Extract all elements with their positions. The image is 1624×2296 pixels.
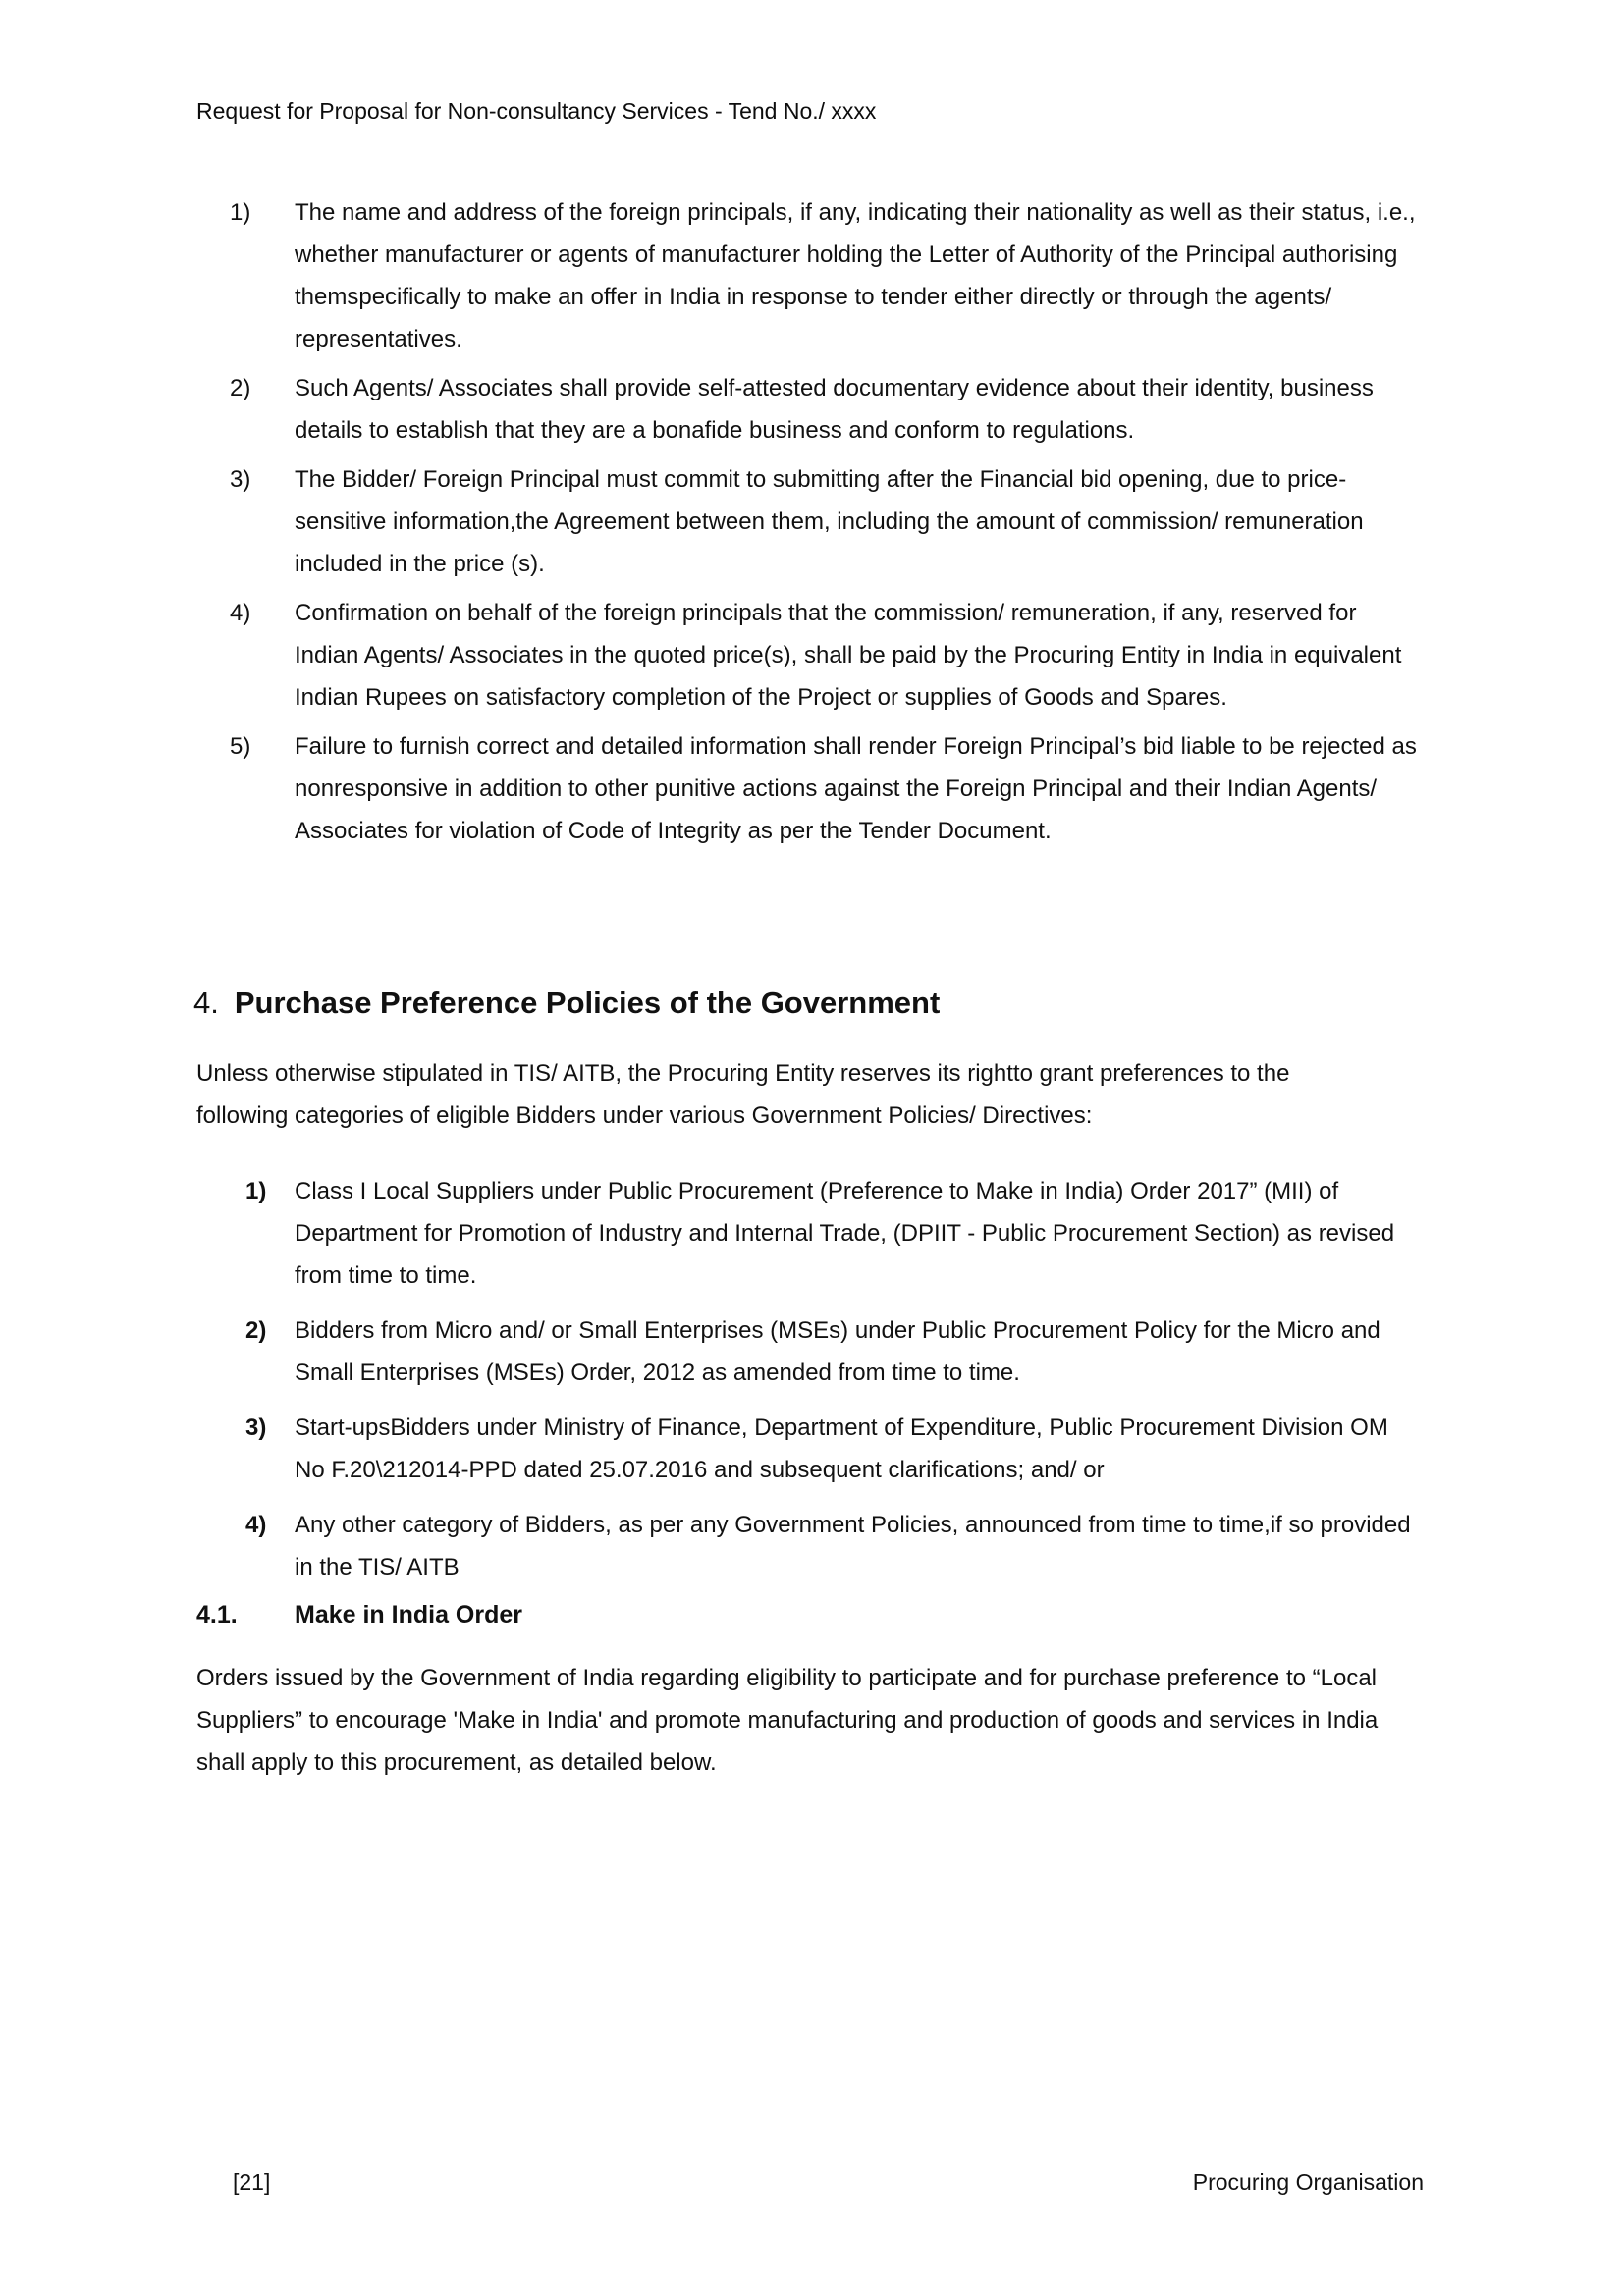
list-item-number: 5) [230, 733, 251, 760]
list-item [245, 1170, 1424, 1297]
list-item-number: 2) [230, 375, 251, 401]
list-item-number: 2) [245, 1317, 267, 1344]
list-item [230, 191, 1424, 360]
list-item-text: The name and address of the foreign principals, if any, indicating their nationality as well as their status, i.e., whether manufacturer or agents of manufacturer holding the Letter of Authority of the Principal authorising themspecifically to make an offer in India in response to tender either directly or through the agents/ representatives. [295, 199, 1416, 352]
subsection-number: 4.1. [196, 1601, 238, 1629]
list-item-text: Confirmation on behalf of the foreign principals that the commission/ remuneration, if any, reserved for Indian Agents/ Associates in the quoted price(s), shall be paid by the Procuring Entity in India in equivalent Indian Rupees on satisfactory completion of the Project or supplies of Goods and Spares. [295, 600, 1402, 711]
list-item-number: 4) [245, 1512, 267, 1538]
section-number: 4. [193, 986, 219, 1020]
list-item [230, 458, 1424, 585]
list-item-text: Bidders from Micro and/ or Small Enterprises (MSEs) under Public Procurement Policy for the Micro and Small Enterprises (MSEs) Order, 2012 as amended from time to time. [295, 1317, 1380, 1386]
list-item-text: Such Agents/ Associates shall provide self-attested documentary evidence about their identity, business details to establish that they are a bonafide business and conform to regulations. [295, 375, 1374, 444]
list-item-number: 1) [230, 199, 251, 226]
make-in-india-paragraph: Orders issued by the Government of India regarding eligibility to participate and for purchase preference to “Local Suppliers” to encourage 'Make in India' and promote manufacturing and production of goods and services in India shall apply to this procurement, as detailed below. [196, 1665, 1379, 1776]
list-item-text: Any other category of Bidders, as per any Government Policies, announced from time to time,if so provided in the TIS/ AITB [295, 1512, 1411, 1580]
list-item [230, 367, 1424, 452]
subsection-heading-make-in-india [196, 1598, 1473, 1631]
list-item-number: 3) [230, 466, 251, 493]
foreign-principals-list [230, 191, 1424, 859]
section-heading-purchase-preference [193, 984, 1470, 1023]
preference-categories-list [245, 1170, 1424, 1601]
footer-page-number: [21] [233, 2169, 271, 2195]
page-header-title: Request for Proposal for Non-consultancy Services - Tend No./ xxxx [196, 98, 877, 124]
list-item [245, 1407, 1424, 1491]
list-item-number: 3) [245, 1415, 267, 1441]
list-item [230, 725, 1424, 852]
list-item-text: Class I Local Suppliers under Public Procurement (Preference to Make in India) Order 2017” (MII) of Department for Promotion of Industry and Internal Trade, (DPIIT - Public Procurement Section) as revised from time to time. [295, 1178, 1395, 1289]
subsection-title: Make in India Order [295, 1601, 523, 1629]
list-item-text: Start-upsBidders under Ministry of Finance, Department of Expenditure, Public Procurement Division OM No F.20\212014-PPD dated 25.07.2016 and subsequent clarifications; and/ or [295, 1415, 1388, 1483]
list-item [245, 1504, 1424, 1588]
list-item-text: Failure to furnish correct and detailed information shall render Foreign Principal’s bid liable to be rejected as nonresponsive in addition to other punitive actions against the Foreign Principal and their Indian Agents/ Associates for violation of Code of Integrity as per the Tender Document. [295, 733, 1417, 844]
section4-intro-paragraph: Unless otherwise stipulated in TIS/ AITB, the Procuring Entity reserves its rightto grant preferences to the following categories of eligible Bidders under various Government Policies/ Directives: [196, 1060, 1290, 1129]
list-item [245, 1309, 1424, 1394]
list-item [230, 592, 1424, 719]
section-title: Purchase Preference Policies of the Government [234, 986, 941, 1020]
list-item-number: 4) [230, 600, 251, 626]
list-item-number: 1) [245, 1178, 267, 1204]
list-item-text: The Bidder/ Foreign Principal must commit to submitting after the Financial bid opening, due to price-sensitive information,the Agreement between them, including the amount of commission/ remuneration included in the price (s). [295, 466, 1364, 577]
footer-organisation: Procuring Organisation [1192, 2169, 1424, 2195]
